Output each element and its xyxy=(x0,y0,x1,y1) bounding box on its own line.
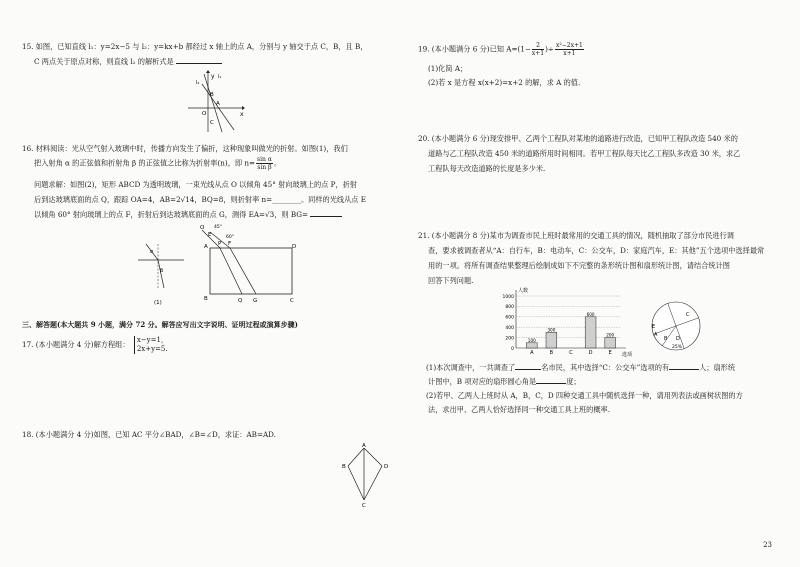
q15-fig-B-label: B xyxy=(210,92,214,98)
q15-line1: 15. 如图，已知直线 l₁：y=2x−5 与 l₂：y=kx+b 都经过 x 轴上的点 A，分别与 y 轴交于点 C，B，且 B， xyxy=(22,42,368,51)
bar-D xyxy=(585,317,596,348)
q21-sub1-text-c: 人；扇形统 xyxy=(699,363,736,372)
q21-blank-angle xyxy=(536,383,566,384)
q17-equation-system xyxy=(134,336,168,354)
q21-blank-bus xyxy=(669,369,699,370)
q18-text: 18. (本小题满分 4 分)如图，已知 AC 平分∠BAD，∠B=∠D，求证：AB=AD. xyxy=(22,430,276,439)
q16-line2-text: 把入射角 α 的正弦值和折射角 β 的正弦值之比称为折射率(n)，即 n= xyxy=(34,158,256,168)
section-3-heading: 三、解答题(本大题共 9 小题，满分 72 分。解答应写出文字说明、证明过程或演算步骤) xyxy=(22,320,298,329)
q16-fig2-D: D xyxy=(292,244,297,250)
q16-fig2-Q: Q xyxy=(238,298,243,304)
q16-fig2-O: O xyxy=(200,225,205,231)
pie-slice-label-C: C xyxy=(686,312,690,318)
q18-fig-A: A xyxy=(362,443,366,449)
q16-figure-2 xyxy=(198,224,298,308)
pie-slice-label-A: A xyxy=(654,332,658,338)
q16-frac-den: sin β xyxy=(257,164,272,171)
q16-fig1-alpha: α xyxy=(150,249,154,255)
q19-frac2-den: x+1 xyxy=(563,50,576,57)
q16-answer-blank xyxy=(310,216,342,217)
q15-fig-l1-label: l₁ xyxy=(218,74,222,80)
q20-line2: 道路与乙工程队改造 450 米的道路所用时间相同。若甲工程队每天比乙工程队多改造 30 米，求乙 xyxy=(428,149,741,158)
q16-figure-1 xyxy=(136,240,186,308)
q20-line1: 20. (本小题满分 6 分)现安排甲、乙两个工程队对某地的道路进行改造，已知甲工程队改造 540 米的 xyxy=(418,134,738,143)
q16-line2-end: 。 xyxy=(273,158,282,168)
bar-ytick-label: 1000 xyxy=(502,294,514,300)
bar-value-label-E: 200 xyxy=(606,332,615,338)
q15-fig-y-label: y xyxy=(211,73,215,80)
q21-blank-total xyxy=(515,369,541,370)
bar-ytick-label: 400 xyxy=(505,326,514,331)
q21-sub1-text-a: (1)本次调查中，一共调查了 xyxy=(426,363,516,372)
page-number: 23 xyxy=(763,541,772,549)
q15-answer-blank xyxy=(176,63,222,64)
pie-slice-label-E: E xyxy=(652,324,656,330)
q16-fig1-beta: β xyxy=(160,268,164,274)
bar-category-label-A: A xyxy=(530,350,534,356)
q21-sub1-line2 xyxy=(428,375,581,388)
q17-eq2: 2x+y=5. xyxy=(136,345,168,353)
bar-value-label-B: 300 xyxy=(547,327,556,333)
q21-sub1-text-e: 度； xyxy=(566,377,581,386)
q16-fig2-angle45: 45° xyxy=(214,225,222,230)
q19-text: 19. (本小题满分 6 分)已知 A= xyxy=(418,44,518,54)
q16-line2 xyxy=(34,156,281,171)
q16-line5 xyxy=(34,208,342,221)
q19-frac2 xyxy=(555,42,584,57)
q21-sub1-line1 xyxy=(426,361,735,374)
q15-line2 xyxy=(34,55,222,68)
q21-sub1-text-b: 名市民，其中选择“C：公交车”选项的有 xyxy=(541,363,670,372)
bar-A xyxy=(526,343,537,348)
bar-ytick-label: 600 xyxy=(505,315,514,321)
q16-fig2-B: B xyxy=(204,296,208,302)
bar-ylabel: 人数 xyxy=(518,288,529,294)
q19-sub2: (2)若 x 是方程 x(x+2)=x+2 的解，求 A 的值. xyxy=(428,78,581,87)
q16-fig2-G: G xyxy=(253,298,258,304)
q16-fig2-E: E xyxy=(208,232,212,238)
bar-category-label-B: B xyxy=(549,350,554,356)
bar-ytick-label: 200 xyxy=(505,336,514,342)
q21-line3: 用的一项。将所有调查结果整理后绘制成如下不完整的条形统计图和扇形统计图，请结合统计图 xyxy=(428,261,730,270)
q20-line3: 工程队每天改造道路的长度是多少米. xyxy=(428,164,546,173)
q18-fig-C: C xyxy=(362,503,366,508)
q19-paren-left: (1− xyxy=(517,44,531,54)
q17-text: 17. (本小题满分 4 分)解方程组： xyxy=(22,340,130,349)
q17-eq1: x−y=1， xyxy=(136,336,168,344)
q19-frac1-num: 2 xyxy=(532,42,544,50)
q17 xyxy=(22,336,168,354)
q16-fig2-P: P xyxy=(218,241,222,247)
q16-fig2-F: F xyxy=(228,241,232,247)
bar-E xyxy=(605,338,616,348)
bar-value-label-D: 600 xyxy=(586,311,595,317)
q21-sub2-line2: 法，求出甲、乙两人恰好选择同一种交通工具上班的概率. xyxy=(428,405,610,414)
q16-fig1-caption: (1) xyxy=(154,300,162,306)
q18-fig-D: D xyxy=(384,464,389,470)
q19-frac1-den: x+1 xyxy=(531,50,545,57)
bar-category-label-C: C xyxy=(569,350,573,356)
bar-xlabel: 选项 xyxy=(622,352,633,358)
q21-bar-chart xyxy=(496,286,636,358)
q19-sub1: (1)化简 A； xyxy=(428,64,468,73)
pie-slice-label-D: D xyxy=(676,336,680,342)
bar-value-label-A: 100 xyxy=(527,337,536,343)
q16-fig2-C: C xyxy=(290,298,294,304)
q19-frac1 xyxy=(532,42,544,57)
q19-line1 xyxy=(418,42,585,57)
q16-frac-num: sin α xyxy=(257,156,272,163)
bar-ytick-label: 800 xyxy=(505,305,514,311)
bar-category-label-D: D xyxy=(588,350,593,356)
q16-line4: 后到达玻璃底面的点 Q，跟踪 OA=4，AB=2√14，BQ=8，则折射率 n=________。同样的光线从点 E xyxy=(34,195,366,204)
q15-fig-x-label: x xyxy=(240,111,244,118)
q15-figure xyxy=(182,70,246,134)
q21-pie-chart xyxy=(646,298,706,356)
q21-line1: 21. (本小题满分 8 分)某市为调查市民上班时最常用的交通工具的情况，随机抽取了部分市民进行调 xyxy=(418,231,734,240)
q16-line5-text: 以倾角 60° 射向玻璃上的点 F，折射后到达玻璃底面的点 G，测得 EA=√3，则 BG= xyxy=(34,210,309,219)
q21-sub1-text-d: 计图中，B 项对应的扇形圆心角是 xyxy=(428,377,537,386)
q16-refraction-fraction xyxy=(256,156,273,171)
q15-line2-text: C 两点关于原点对称，则直线 l₂ 的解析式是 xyxy=(34,57,174,66)
q15-fig-A-label: A xyxy=(216,101,220,107)
q15-fig-O-label: O xyxy=(202,111,207,117)
q21-line4: 回答下列问题. xyxy=(428,276,474,285)
q15-fig-C-label: C xyxy=(210,120,214,126)
q16-fig2-angle60: 60° xyxy=(226,235,234,240)
q19-frac2-num: x²−2x+1 xyxy=(555,42,583,49)
bar-B xyxy=(546,332,557,348)
q18-fig-B: B xyxy=(342,464,346,470)
q16-line1: 16. 材料阅读：光从空气射入玻璃中时，传播方向发生了偏折，这种现象叫做光的折射。如图(1)，我们 xyxy=(22,144,348,153)
q21-line2: 查，要求被调查者从“A：自行车，B：电动车，C：公交车，D：家庭汽车，E：其他”五个选项中选择最常 xyxy=(428,246,765,255)
bar-category-label-E: E xyxy=(608,350,612,356)
q15-fig-l2-label: l₂ xyxy=(196,80,200,86)
pie-annotation: 25% xyxy=(672,345,683,350)
q18-figure xyxy=(338,442,392,508)
q21-sub2-line1: (2)若甲、乙两人上班时从 A，B，C，D 四种交通工具中随机选择一种，请用列表法或画树状图的方 xyxy=(426,391,743,400)
q19-paren-right: )÷ xyxy=(545,44,554,54)
bar-ytick-label: 0 xyxy=(511,346,514,352)
q16-line3: 问题求解：如图(2)，矩形 ABCD 为透明玻璃，一束光线从点 O 以倾角 45° 射向玻璃上的点 P，折射 xyxy=(34,180,358,189)
q16-fig2-A: A xyxy=(204,244,208,250)
pie-slice-label-B: B xyxy=(664,336,668,342)
